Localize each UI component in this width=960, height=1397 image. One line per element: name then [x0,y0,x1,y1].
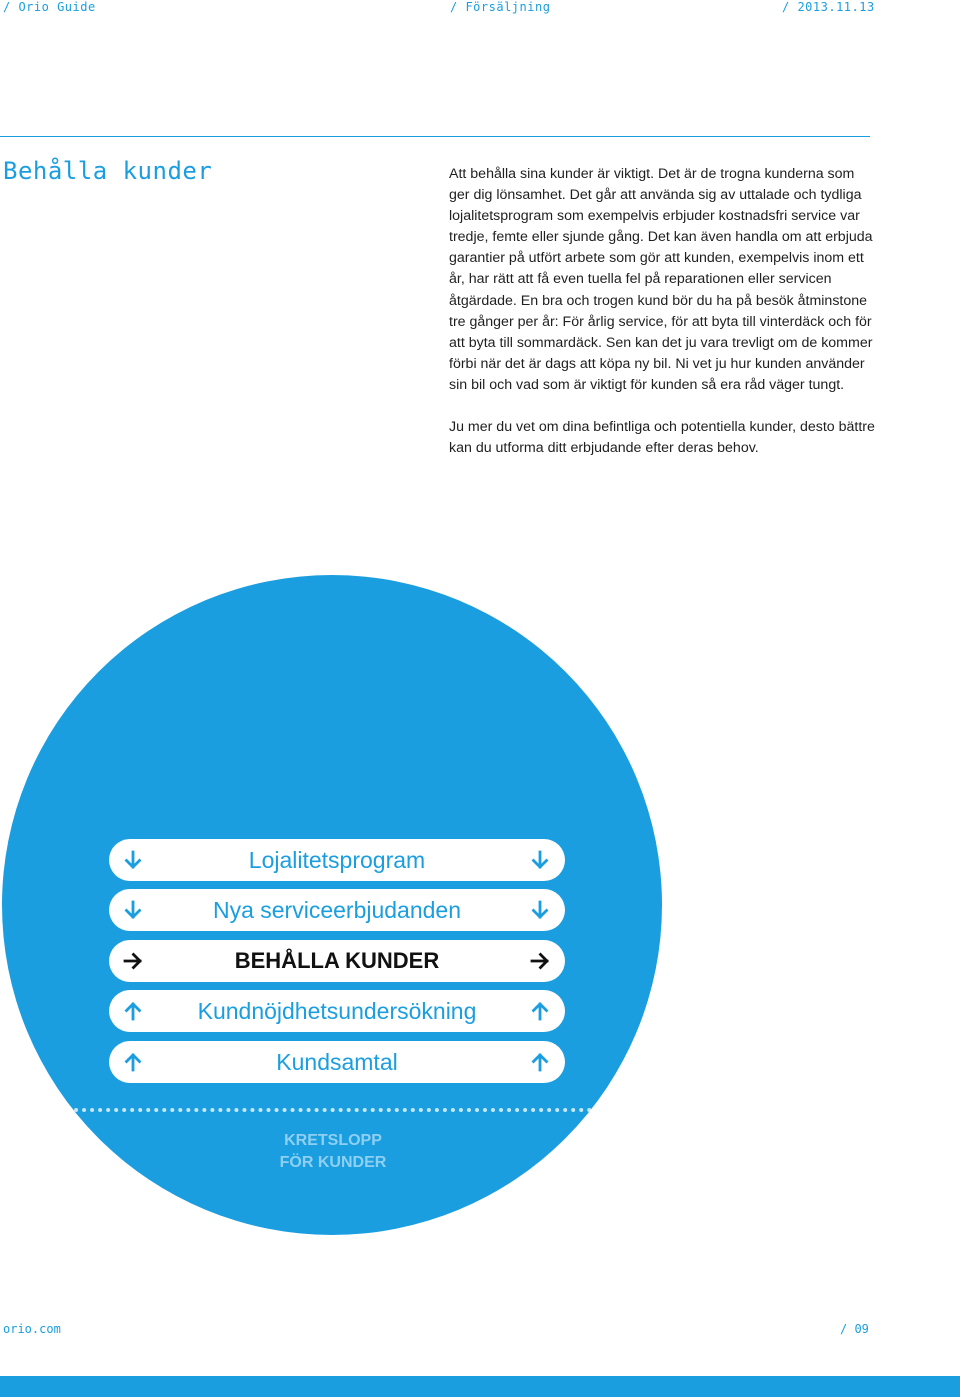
page-title: Behålla kunder [3,157,213,185]
cycle-label-line: KRETSLOPP [284,1132,382,1149]
arrow-right-icon [529,950,551,972]
footer-page-number: / 09 [840,1322,869,1336]
step-label: Nya serviceerbjudanden [212,897,462,923]
paragraph: Att behålla sina kunder är viktigt. Det är de trogna kunderna som ger dig lönsamhet. Det går att använda sig av uttalade och tydliga lojalitetsprogram som exempelvis erbjuder kostnadsfri service var tredje, femte eller sjunde gång. Det kan även handla om att erbjuda garantier på utfört arbete som gör att kunden, exempelvis inom ett år, har rätt att få even tuella fel på reparationen eller servicen åtgärdade. En bra och trogen kund bör du ha på besök åtminstone tre gånger per år: För årlig service, för att byta till vinterdäck och för att byta till sommardäck. Sen kan det ju vara trevligt om de kommer förbi när det är dags att köpa ny bil. Ni vet ju hur kunden använder sin bil och vad som är viktigt för kunden så era råd väger tungt. [449,166,873,393]
step-label: Lojalitetsprogram [248,847,426,873]
bottom-bar [0,1376,960,1397]
paragraph: Ju mer du vet om dina befintliga och potentiella kunder, desto bättre kan du utforma ditt erbjudande efter deras behov. [449,419,875,457]
header-divider [0,136,870,137]
step-pill-retain-customers [109,940,565,982]
body-text [449,164,877,459]
step-pill-new-service-offers [109,889,565,931]
arrow-up-icon [529,1000,551,1022]
step-label: BEHÅLLA KUNDER [234,948,440,973]
step-pill-satisfaction-survey [109,990,565,1032]
step-label: Kundsamtal [276,1049,398,1075]
arrow-down-icon [529,899,551,921]
dotted-divider [50,1108,616,1112]
cycle-label [233,1130,433,1174]
step-pill-loyalty-program [109,839,565,881]
step-label: Kundnöjdhetsundersökning [197,998,477,1024]
arrow-up-icon [529,1051,551,1073]
arrow-down-icon [529,849,551,871]
breadcrumb-section: / Försäljning [450,0,551,14]
breadcrumb-guide: / Orio Guide [3,0,96,14]
cycle-label-line: FÖR KUNDER [279,1154,387,1171]
breadcrumb-date: / 2013.11.13 [782,0,875,14]
step-pill-customer-dialogue [109,1041,565,1083]
footer-site: orio.com [3,1322,61,1336]
